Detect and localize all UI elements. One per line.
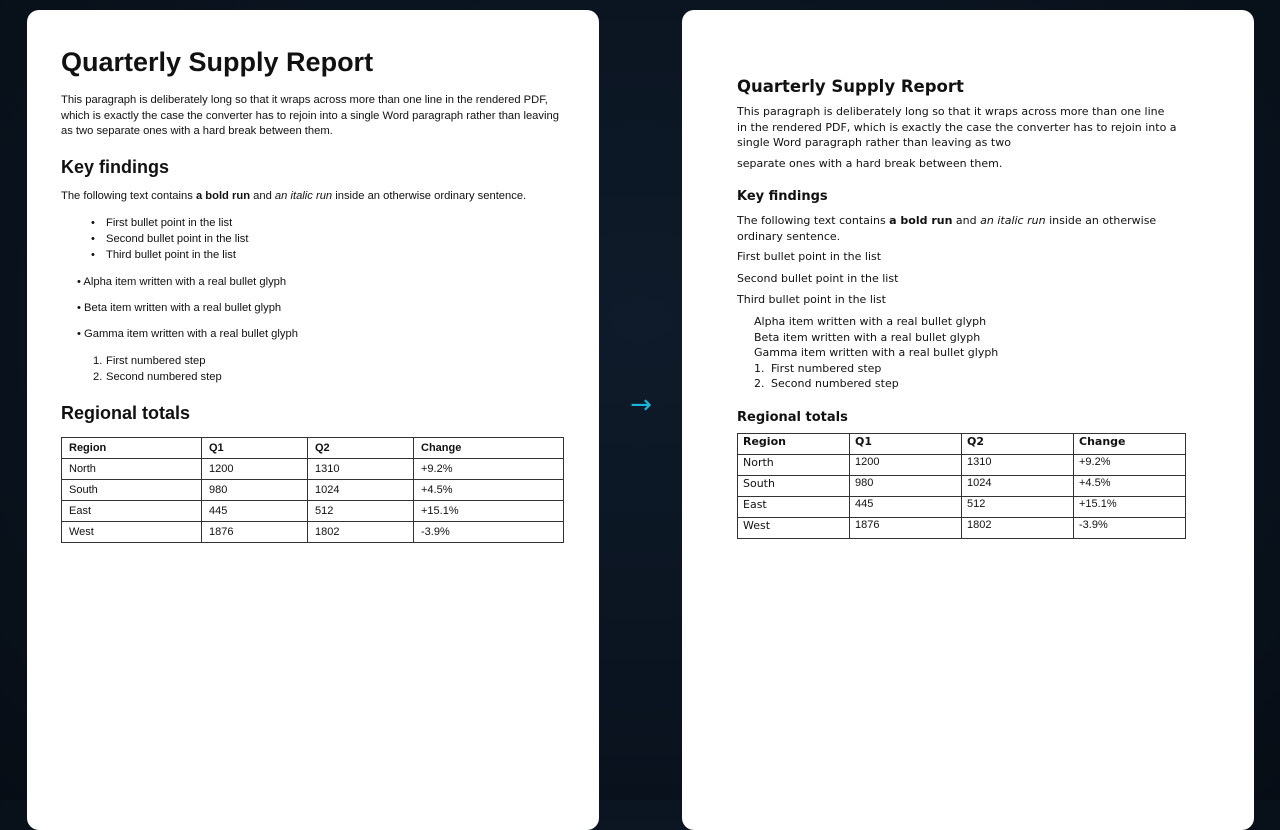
table-cell: 1310	[962, 455, 1074, 476]
inline-text-after: inside an otherwise ordinary sentence.	[332, 190, 527, 202]
item-text: First numbered step	[106, 355, 206, 367]
header-cell: Q2	[962, 434, 1074, 455]
source-bullet-list	[91, 216, 248, 263]
item-text: First numbered step	[771, 361, 882, 375]
item-number: 1.	[754, 361, 765, 375]
table-cell: 980	[202, 480, 308, 501]
table-cell: South	[738, 476, 850, 497]
table-cell: 1200	[850, 455, 962, 476]
converted-content	[737, 10, 1254, 830]
glyph-bullet-item: • Beta item written with a real bullet glyph	[77, 302, 282, 314]
converted-plain-line: Second bullet point in the list	[737, 272, 899, 285]
converted-heading-regional-totals: Regional totals	[737, 410, 848, 425]
table-cell: 445	[850, 497, 962, 518]
table-cell: East	[738, 497, 850, 518]
table-cell: +15.1%	[1074, 497, 1186, 518]
inline-text-after: inside an otherwise ordinary sentence.	[737, 214, 1157, 243]
numbered-item	[754, 376, 998, 392]
table-cell: North	[62, 459, 202, 480]
table-row	[738, 497, 1186, 518]
source-title: Quarterly Supply Report	[61, 47, 374, 77]
table-cell: +4.5%	[1074, 476, 1186, 497]
table-cell: 1876	[202, 522, 308, 543]
arrow-right-icon: →	[630, 390, 652, 420]
source-inline-formatting-sentence	[61, 190, 526, 202]
inline-text-middle: and	[952, 214, 981, 227]
numbered-item	[93, 354, 222, 370]
converted-inline-formatting-sentence	[737, 213, 1177, 244]
source-pdf-page	[27, 10, 599, 830]
header-cell: Q2	[308, 438, 414, 459]
table-header-row	[738, 434, 1186, 455]
table-row	[62, 459, 564, 480]
bullet-item: • Third bullet point in the list	[91, 248, 248, 264]
item-number: 2.	[754, 377, 765, 390]
table-row	[62, 480, 564, 501]
converted-plain-line: Third bullet point in the list	[737, 293, 886, 306]
table-cell: 1802	[308, 522, 414, 543]
source-regional-table	[61, 437, 564, 543]
inline-text-before: The following text contains	[61, 190, 196, 202]
header-cell: Region	[62, 438, 202, 459]
table-row	[738, 518, 1186, 539]
table-cell: 1024	[962, 476, 1074, 497]
table-cell: 1024	[308, 480, 414, 501]
table-cell: +9.2%	[1074, 455, 1186, 476]
italic-run: an italic run	[274, 190, 333, 202]
converted-paragraph-1: This paragraph is deliberately long so that it wraps across more than one line in the rendered PDF, which is exactly the case the converter has to rejoin into a single Word paragraph rather than leaving as two	[737, 105, 1177, 150]
table-cell: 512	[308, 501, 414, 522]
table-header-row	[62, 438, 564, 459]
bullet-item: • First bullet point in the list	[91, 216, 248, 232]
italic-run: an italic run	[980, 214, 1046, 227]
header-cell: Region	[738, 434, 850, 455]
table-cell: East	[62, 501, 202, 522]
table-cell: West	[62, 522, 202, 543]
source-paragraph: This paragraph is deliberately long so that it wraps across more than one line in the rendered PDF, which is exactly the case the converter has to rejoin into a single Word paragraph rather than leaving as two separate ones with a hard break between them.	[61, 94, 559, 138]
inline-text-middle: and	[250, 190, 275, 202]
table-row	[738, 476, 1186, 497]
converted-regional-table	[737, 433, 1186, 539]
table-cell: 1200	[202, 459, 308, 480]
table-cell: 445	[202, 501, 308, 522]
table-cell: 1802	[962, 518, 1074, 539]
table-row	[62, 522, 564, 543]
glyph-bullet-item: • Gamma item written with a real bullet glyph	[77, 328, 298, 340]
converted-paragraph-2: separate ones with a hard break between them.	[737, 157, 1003, 170]
table-cell: +9.2%	[414, 459, 564, 480]
header-cell: Q1	[850, 434, 962, 455]
source-numbered-list	[93, 354, 222, 386]
source-heading-key-findings: Key findings	[61, 157, 170, 177]
item-text: Second numbered step	[106, 370, 222, 383]
indented-item: Gamma item written with a real bullet glyph	[754, 346, 999, 359]
table-cell: -3.9%	[1074, 518, 1186, 539]
inline-text-before: The following text contains	[737, 214, 890, 227]
table-cell: -3.9%	[414, 522, 564, 543]
glyph-bullet-item: • Alpha item written with a real bullet glyph	[77, 276, 287, 288]
table-cell: 980	[850, 476, 962, 497]
converted-docx-page	[682, 10, 1254, 830]
table-cell: 1876	[850, 518, 962, 539]
table-cell: 1310	[308, 459, 414, 480]
header-cell: Change	[1074, 434, 1186, 455]
table-cell: North	[738, 455, 850, 476]
bold-run: a bold run	[195, 190, 251, 202]
source-content	[61, 10, 565, 830]
table-row	[738, 455, 1186, 476]
item-number: 2.	[93, 370, 103, 383]
item-number: 1.	[93, 355, 103, 367]
indented-item: Alpha item written with a real bullet glyph	[754, 315, 987, 328]
indented-item: Beta item written with a real bullet glyph	[754, 330, 981, 344]
numbered-item	[754, 361, 998, 377]
converted-indented-list	[754, 314, 998, 392]
table-cell: +4.5%	[414, 480, 564, 501]
table-cell: South	[62, 480, 202, 501]
table-row	[62, 501, 564, 522]
table-cell: 512	[962, 497, 1074, 518]
bullet-item: • Second bullet point in the list	[91, 232, 248, 248]
numbered-item	[93, 370, 222, 386]
item-text: Second numbered step	[771, 377, 899, 390]
table-cell: +15.1%	[414, 501, 564, 522]
converted-heading-key-findings: Key findings	[737, 189, 828, 204]
table-cell: West	[738, 518, 850, 539]
header-cell: Q1	[202, 438, 308, 459]
bold-run: a bold run	[889, 214, 953, 227]
converted-title: Quarterly Supply Report	[737, 77, 964, 96]
source-heading-regional-totals: Regional totals	[61, 403, 191, 423]
converted-plain-line: First bullet point in the list	[737, 250, 882, 263]
header-cell: Change	[414, 438, 564, 459]
